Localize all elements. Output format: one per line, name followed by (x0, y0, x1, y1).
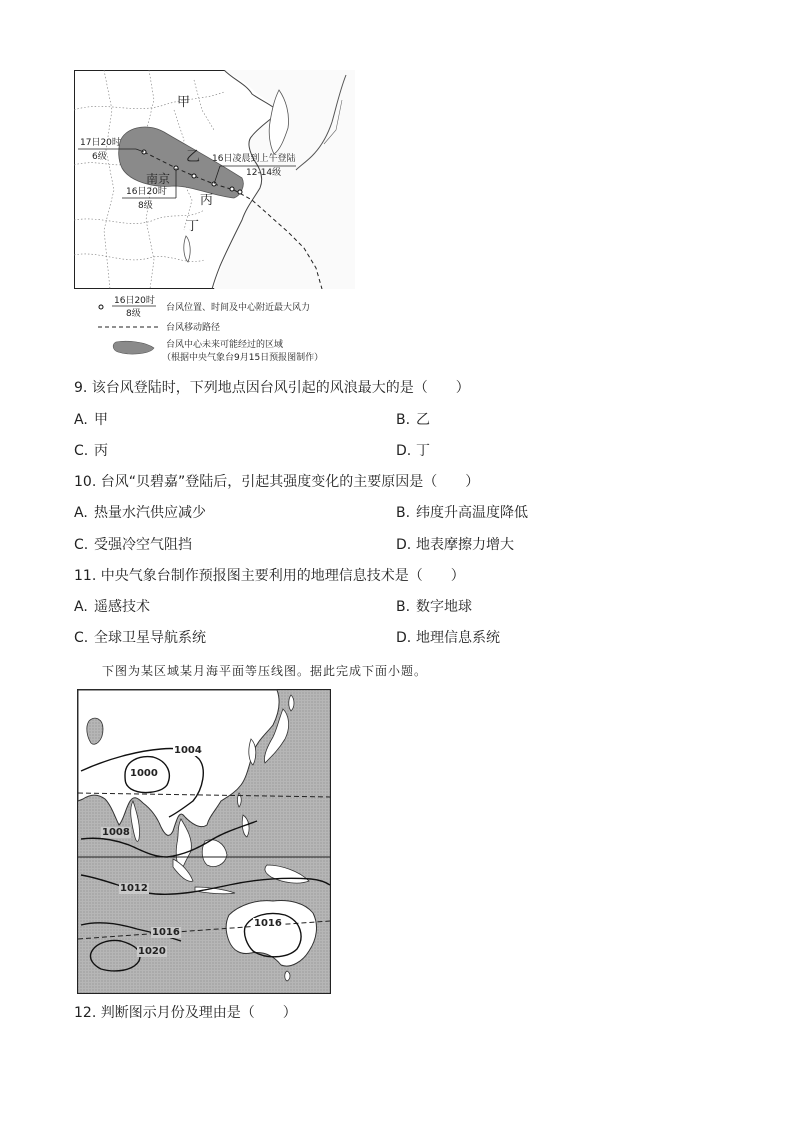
isobar-map-drawing (77, 689, 331, 994)
track-label-17-time: 17日20时 (80, 138, 121, 148)
track-label-16-time: 16日20时 (126, 187, 167, 197)
question-10-stem: 10. 台风“贝碧嘉”登陆后，引起其强度变化的主要原因是（ ） (74, 474, 480, 490)
map-legend (94, 294, 364, 366)
option-text: 全球卫星导航系统 (94, 630, 206, 646)
q11-option-d[interactable] (396, 629, 500, 647)
option-letter: B. (396, 412, 411, 428)
option-letter: D. (396, 443, 412, 459)
q10-option-a[interactable] (74, 504, 206, 522)
option-letter: C. (74, 443, 89, 459)
typhoon-map-drawing (74, 70, 355, 289)
question-12-stem: 12. 判断图示月份及理由是（ ） (74, 1005, 297, 1021)
typhoon-map (74, 70, 355, 289)
option-letter: B. (396, 505, 411, 521)
option-letter: C. (74, 630, 89, 646)
track-label-17-level: 6级 (92, 152, 107, 162)
option-text: 纬度升高温度降低 (416, 505, 528, 521)
option-text: 地理信息系统 (416, 630, 500, 646)
q10-option-b[interactable] (396, 504, 528, 522)
option-letter: A. (74, 599, 88, 615)
option-letter: D. (396, 630, 412, 646)
q9-option-b[interactable] (396, 411, 430, 429)
option-text: 受强冷空气阻挡 (94, 537, 192, 553)
q11-option-b[interactable] (396, 598, 472, 616)
option-text: 热量水汽供应减少 (94, 505, 206, 521)
isobar-label-1020: 1020 (138, 946, 166, 957)
place-bing: 丙 (200, 193, 214, 208)
legend-path-desc: 台风移动路径 (166, 323, 221, 333)
q9-option-d[interactable] (396, 442, 430, 460)
section-intro: 下图为某区域某月海平面等压线图。据此完成下面小题。 (102, 664, 428, 678)
isobar-label-1012: 1012 (120, 883, 148, 894)
q9-option-c[interactable] (74, 442, 108, 460)
option-text: 乙 (416, 412, 430, 428)
option-letter: D. (396, 537, 412, 553)
isobar-label-1004: 1004 (174, 745, 202, 756)
q11-option-a[interactable] (74, 598, 150, 616)
option-letter: A. (74, 412, 88, 428)
isobar-label-1000: 1000 (130, 768, 158, 779)
isobar-label-1008: 1008 (102, 827, 130, 838)
isobar-label-1016-west: 1016 (152, 927, 180, 938)
place-ding: 丁 (186, 219, 200, 234)
isobar-map (77, 689, 331, 994)
legend-zone-note: （根据中央气象台9月15日预报图制作） (162, 353, 324, 363)
q10-option-c[interactable] (74, 536, 192, 554)
legend-sample-time: 16日20时 (114, 296, 155, 306)
legend-position-desc: 台风位置、时间及中心附近最大风力 (166, 303, 311, 313)
place-nanjing: 南京 (146, 172, 171, 186)
option-text: 遥感技术 (94, 599, 150, 615)
option-text: 丙 (94, 443, 108, 459)
isobar-label-1016-australia: 1016 (254, 918, 282, 929)
option-text: 地表摩擦力增大 (416, 537, 514, 553)
place-yi: 乙 (186, 149, 200, 165)
question-9-stem: 9. 该台风登陆时，下列地点因台风引起的风浪最大的是（ ） (74, 380, 470, 396)
option-letter: B. (396, 599, 411, 615)
option-text: 数字地球 (416, 599, 472, 615)
option-text: 甲 (94, 412, 108, 428)
legend-zone-desc: 台风中心未来可能经过的区域 (166, 340, 284, 350)
option-text: 丁 (416, 443, 430, 459)
question-11-stem: 11. 中央气象台制作预报图主要利用的地理信息技术是（ ） (74, 568, 465, 584)
option-letter: A. (74, 505, 88, 521)
q9-option-a[interactable] (74, 411, 108, 429)
track-label-landfall-time: 16日凌晨到上午登陆 (212, 154, 296, 164)
track-label-16-level: 8级 (138, 201, 153, 211)
option-letter: C. (74, 537, 89, 553)
track-label-landfall-level: 12-14级 (246, 168, 282, 178)
place-jia: 甲 (177, 95, 191, 110)
q11-option-c[interactable] (74, 629, 206, 647)
q10-option-d[interactable] (396, 536, 514, 554)
legend-sample-level: 8级 (126, 309, 141, 319)
